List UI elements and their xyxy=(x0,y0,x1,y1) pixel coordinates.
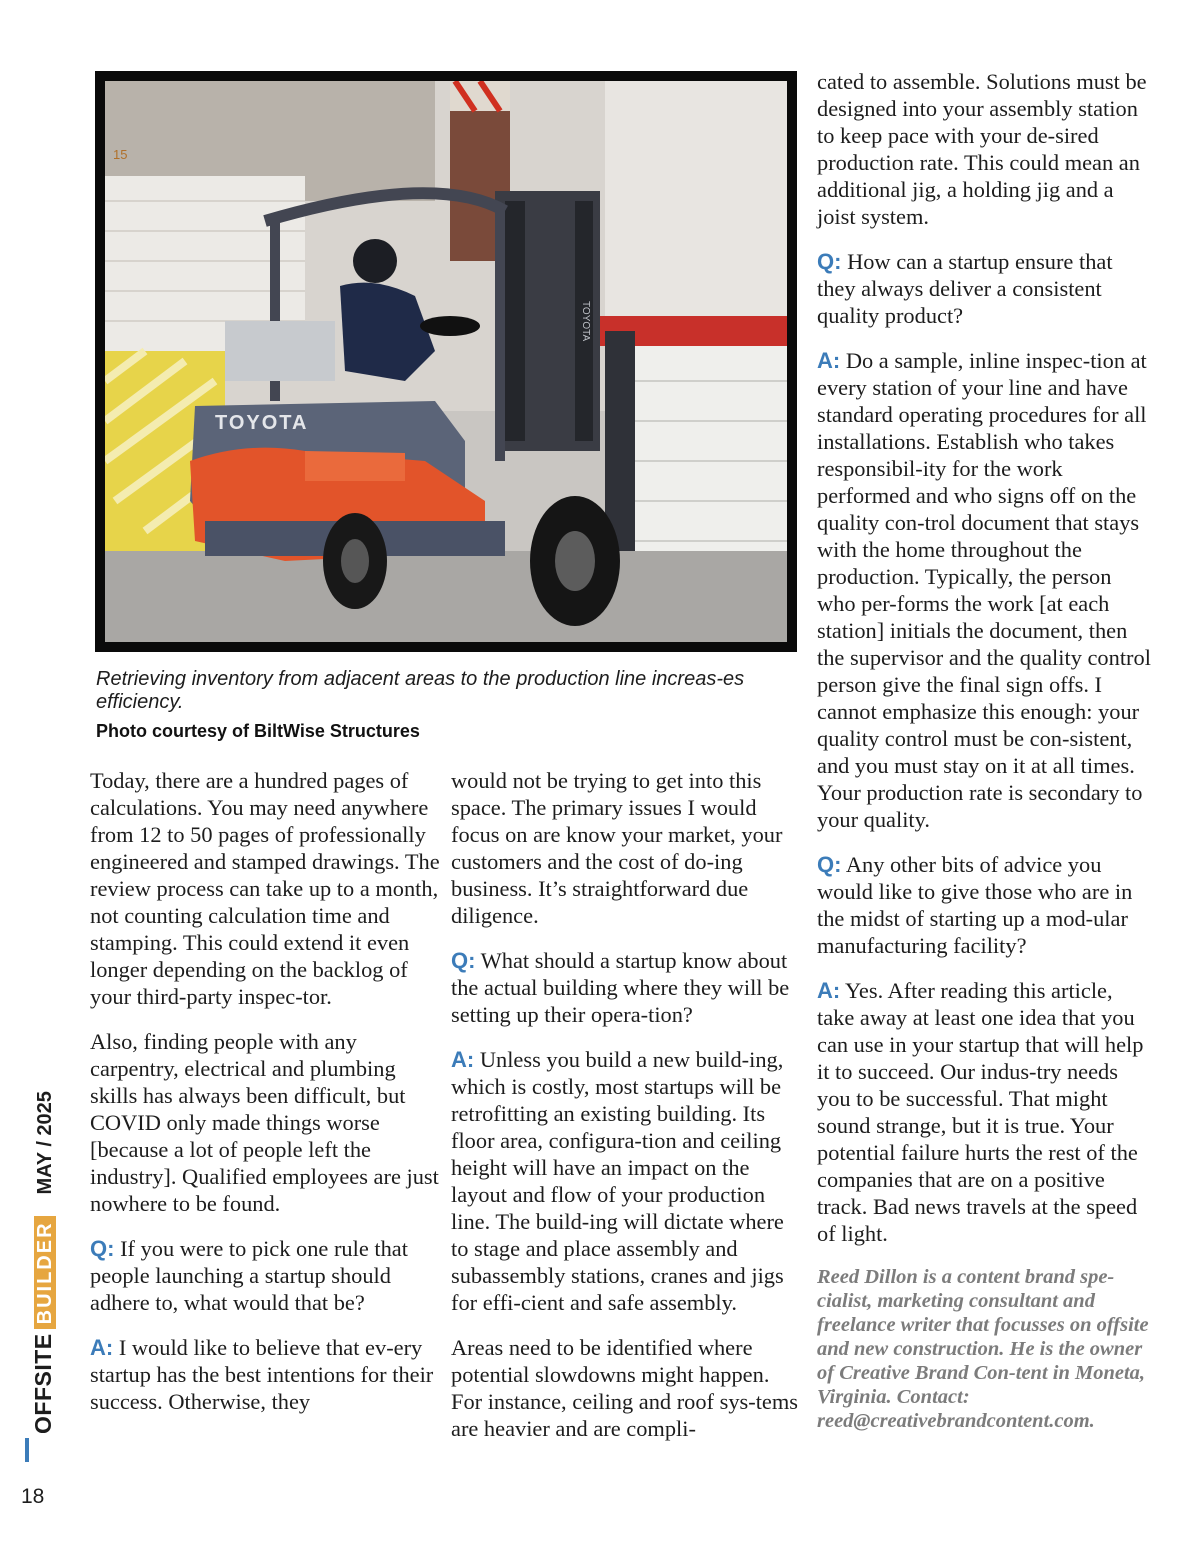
brand-subname: BUILDER xyxy=(34,1216,56,1329)
page-number: 18 xyxy=(21,1485,45,1508)
question-text: What should a startup know about the actual building where they will be setting up their opera-tion? xyxy=(451,948,790,1027)
answer-label: A: xyxy=(817,348,841,373)
answer xyxy=(817,347,1153,833)
author-bio: Reed Dillon is a content brand spe-cialist, marketing consultant and freelance writer that focusses on offsite and new construction. He is the owner of Creative Brand Con-tent in Moneta, Virginia. Contact: reed@creativebrandcontent.com. xyxy=(817,1266,1149,1432)
article-photo xyxy=(95,71,797,652)
brand-name: OFFSITE xyxy=(30,1333,56,1434)
caption-text: Retrieving inventory from adjacent areas to the production line increas-es efficiency. xyxy=(96,668,745,713)
question xyxy=(817,851,1153,959)
photo-caption xyxy=(96,668,801,742)
question-text: Any other bits of advice you would like to give those who are in the midst of starting up a mod-ular manufacturing facility? xyxy=(817,852,1133,958)
spine-text xyxy=(28,1091,60,1434)
question xyxy=(90,1235,440,1316)
forklift-photo xyxy=(105,81,787,642)
question-label: Q: xyxy=(817,852,842,877)
answer-label: A: xyxy=(817,978,841,1003)
question xyxy=(817,248,1153,329)
question xyxy=(451,947,799,1028)
photo-credit: Photo courtesy of BiltWise Structures xyxy=(96,721,420,741)
issue-date: MAY / 2025 xyxy=(34,1091,56,1195)
paragraph: would not be trying to get into this space. The primary issues I would focus on are know your market, your customers and the cost of do-ing business. It’s straightforward due diligence. xyxy=(451,768,783,928)
forklift-brand-text: TOYOTA xyxy=(215,412,309,434)
answer-label: A: xyxy=(451,1047,475,1072)
question-label: Q: xyxy=(817,249,842,274)
question-text: If you were to pick one rule that people launching a startup should adhere to, what would that be? xyxy=(90,1236,408,1315)
answer-text: Unless you build a new build-ing, which is costly, most startups will be retrofitting an existing building. Its floor area, configura-tion and ceiling height will have an impact on the layout and flow of your production line. The build-ing will dictate where to stage and place assembly and subassembly stations, cranes and jigs for effi-cient and safe assembly. xyxy=(451,1047,784,1315)
paragraph: Also, finding people with any carpentry, electrical and plumbing skills has always been difficult, but COVID only made things worse [because a lot of people left the industry]. Qualified employees are just nowhere to be found. xyxy=(90,1029,439,1216)
answer xyxy=(90,1334,440,1415)
answer-text: I would like to believe that ev-ery startup has the best intentions for their success. Otherwise, they xyxy=(90,1335,434,1414)
paragraph: cated to assemble. Solutions must be designed into your assembly station to keep pace with your de-sired production rate. This could mean an additional jig, a holding jig and a joist system. xyxy=(817,69,1147,229)
article-column-3 xyxy=(817,68,1153,1451)
mast-brand-text: TOYOTA xyxy=(580,301,591,342)
article-column-1 xyxy=(90,767,440,1433)
question-label: Q: xyxy=(90,1236,115,1261)
answer-text: Do a sample, inline inspec-tion at every station of your line and have standard operating procedures for all installations. Establish who takes responsibil-ity for the work performed and who signs off on the quality con-trol document that stays with the home throughout the production. Typically, the person who per-forms the work [at each station] initials the document, then the supervisor and the quality control person give the final sign offs. I cannot emphasize this enough: your quality control must be con-sistent, and you must stay on it at all times. Your production rate is secondary to your quality. xyxy=(817,348,1151,832)
answer xyxy=(817,977,1153,1247)
wall-mark: 15 xyxy=(113,147,128,162)
paragraph: Areas need to be identified where potential slowdowns might happen. For instance, ceiling and roof sys-tems are heavier and are compli- xyxy=(451,1335,798,1441)
answer xyxy=(451,1046,799,1316)
answer-text: Yes. After reading this article, take away at least one idea that you can use in your startup that will help it to succeed. Our indus-try needs you to be successful. That might sound strange, but it is true. Your potential failure hurts the rest of the companies that are on a positive track. Bad news travels at the speed of light. xyxy=(817,978,1144,1246)
accent-bar xyxy=(25,1438,29,1462)
article-column-2 xyxy=(451,767,799,1460)
question-label: Q: xyxy=(451,948,476,973)
paragraph: Today, there are a hundred pages of calculations. You may need anywhere from 12 to 50 pages of professionally engineered and stamped drawings. The review process can take up to a month, not counting calculation time and stamping. This could extend it even longer depending on the backlog of your third-party inspec-tor. xyxy=(90,768,440,1009)
answer-label: A: xyxy=(90,1335,114,1360)
question-text: How can a startup ensure that they always deliver a consistent quality product? xyxy=(817,249,1113,328)
publication-spine xyxy=(10,1091,56,1464)
